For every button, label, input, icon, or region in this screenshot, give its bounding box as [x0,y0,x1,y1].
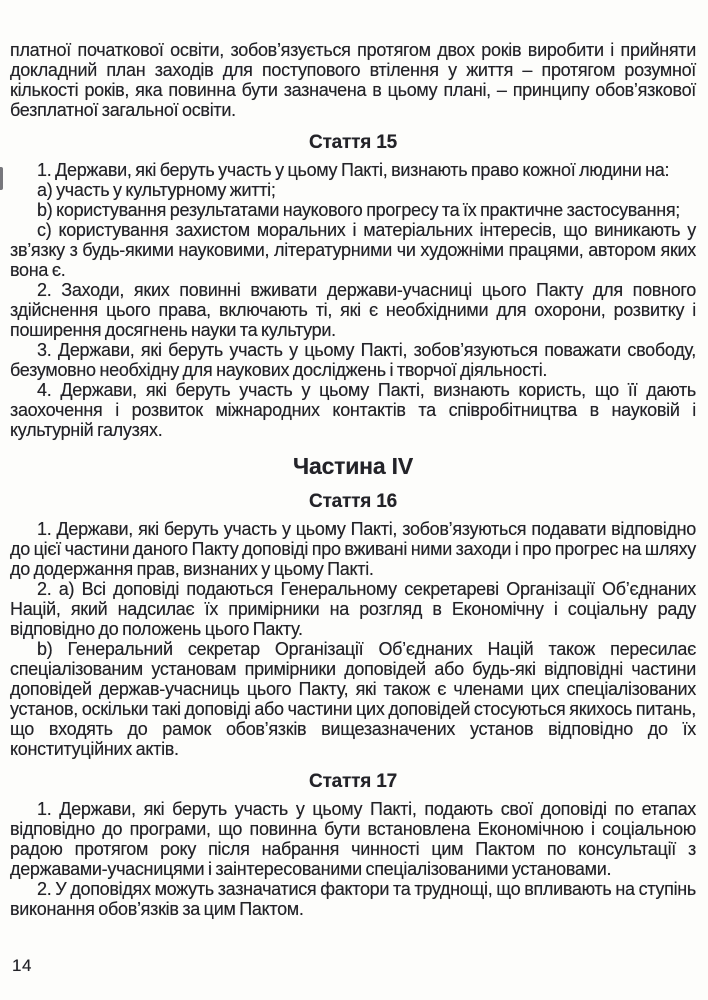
part-iv-heading: Частина IV [293,453,413,479]
article-15-paragraph-4: 4. Держави, які беруть участь у цьому Пакті, визнають користь, що її дають заохочення і розвиток міжнародних контактів та співробітництва в науковій і культурній галузях. [10,380,696,440]
article-16-heading: Стаття 16 [309,491,397,512]
article-15-heading: Стаття 15 [309,132,397,153]
article-16-paragraph-2b: b) Генеральний секретар Організації Об’єднаних Націй також пересилає спеціалізованим установам примірники доповідей або будь-які відповідні частини доповідей держав-учасниць цього Пакту, які також є членами цих спеціалізованих установ, оскільки такі доповіді або частини цих доповідей стосуються якихось питань, що входять до рамок обов’язків вищезазначених установ відповідно до їх конституційних актів. [10,639,696,759]
page-number: 14 [12,956,32,975]
article-15-paragraph-1: 1. Держави, які беруть участь у цьому Пакті, визнають право кожної людини на: [37,160,670,180]
article-17-paragraph-2: 2. У доповідях можуть зазначатися фактори та труднощі, що впливають на ступінь виконання обов’язків за цим Пактом. [10,879,696,919]
article-17-paragraph-1: 1. Держави, які беруть участь у цьому Пакті, подають свої доповіді по етапах відповідно до програми, що повинна бути встановлена Економічною і соціальною радою протягом року після набрання чинності цим Пактом по консультації з державами-учасницями і заінтересованими спеціалізованими установами. [10,799,696,879]
paragraph-continuation: платної початкової освіти, зобов’язується протягом двох років виробити і прийняти докладний план заходів для поступового втілення у життя – протягом розумної кількості років, яка повинна бути зазначена в цьому плані, – принципу обов’язкової безплатної загальної освіти. [10,40,696,120]
article-16-paragraph-2a: 2. a) Всі доповіді подаються Генеральному секретареві Організації Об’єднаних Націй, який надсилає їх примірники на розгляд в Економічну і соціальну раду відповідно до положень цього Пакту. [10,579,696,639]
article-15-paragraph-2: 2. Заходи, яких повинні вживати держави-учасниці цього Пакту для повного здійснення цього права, включають ті, які є необхідними для охорони, розвитку і поширення досягнень науки та культури. [10,280,696,340]
scan-artifact [0,167,3,190]
article-15-item-a: a) участь у культурному житті; [37,180,276,200]
article-17-heading: Стаття 17 [309,771,397,792]
article-15-paragraph-3: 3. Держави, які беруть участь у цьому Пакті, зобов’язуються поважати свободу, безумовно необхідну для наукових досліджень і творчої діяльності. [10,340,696,380]
page-content [10,40,696,919]
article-16-paragraph-1: 1. Держави, які беруть участь у цьому Пакті, зобов’язуються подавати відповідно до цієї частини даного Пакту доповіді про вживані ними заходи і про прогрес на шляху до додержання прав, визнаних у цьому Пакті. [10,519,696,579]
article-15-item-b: b) користування результатами наукового прогресу та їх практичне застосування; [37,200,680,220]
article-15-item-c: c) користування захистом моральних і матеріальних інтересів, що виникають у зв’язку з будь-якими науковими, літературними чи художніми працями, автором яких вона є. [10,220,696,280]
